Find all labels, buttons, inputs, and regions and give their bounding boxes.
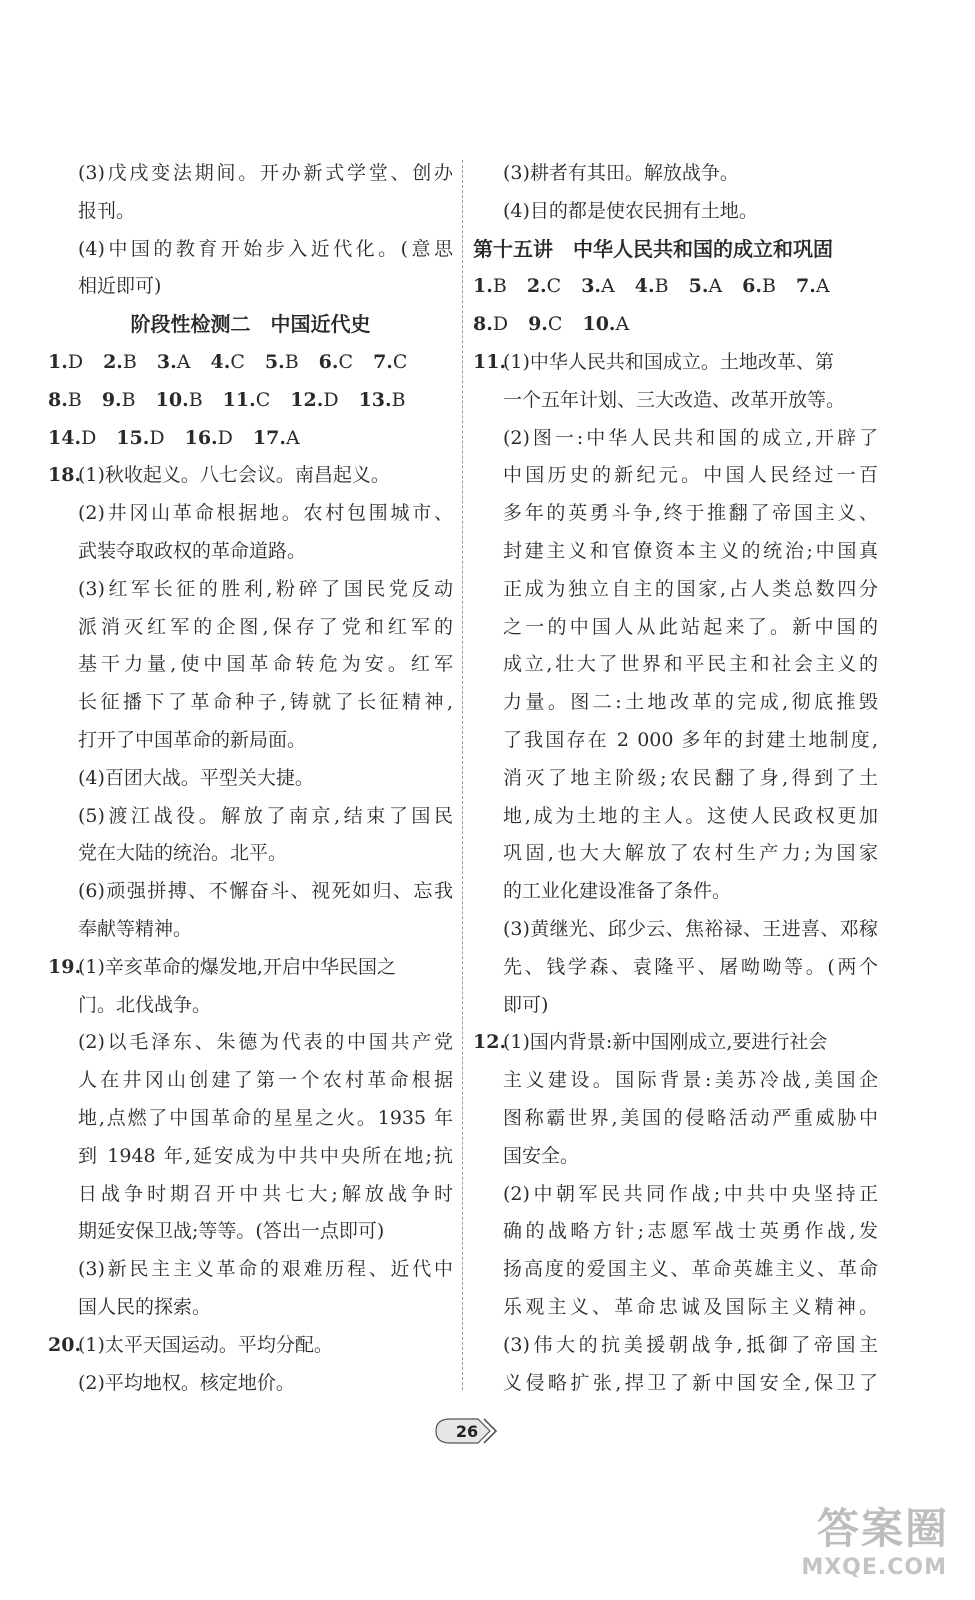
mc-question-number: 4. — [634, 275, 655, 298]
mc-answer — [635, 268, 669, 306]
right-column — [473, 155, 878, 1402]
mc-answer — [265, 344, 299, 382]
mc-choice: D — [81, 426, 97, 449]
text-line: 人在井冈山创建了第一个农村革命根据 — [78, 1069, 453, 1092]
text-line: 日战争时期召开中共七大;解放战争时 — [78, 1182, 453, 1205]
mc-answer — [116, 420, 164, 458]
question-number: 12. — [473, 1031, 507, 1054]
mc-answer — [527, 268, 561, 306]
mc-answer — [581, 268, 615, 306]
text-line: 成立,壮大了世界和平民主和社会主义的 — [503, 653, 878, 676]
mc-choice: A — [815, 275, 830, 298]
text-line: (3)黄继光、邱少云、焦裕禄、王进喜、邓稼 — [503, 917, 878, 940]
mc-question-number: 5. — [688, 275, 709, 298]
mc-answers-row — [473, 306, 878, 344]
text-line: (6)顽强拼搏、不懈奋斗、视死如归、忘我 — [78, 880, 453, 903]
mc-question-number: 1. — [473, 275, 493, 298]
mc-question-number: 9. — [101, 388, 122, 411]
question-number: 20. — [48, 1333, 82, 1356]
mc-answers-row — [48, 420, 453, 458]
mc-choice: B — [67, 388, 82, 411]
text-line: (3)红军长征的胜利,粉碎了国民党反动 — [78, 577, 453, 600]
text-line: 奉献等精神。 — [78, 917, 193, 940]
mc-question-number: 7. — [373, 350, 393, 373]
text-line: 扬高度的爱国主义、革命英雄主义、革命 — [503, 1258, 878, 1281]
page-number-badge — [434, 1416, 500, 1446]
text-line: 到 1948 年,延安成为中共中央所在地;抗 — [78, 1144, 453, 1167]
text-line: 封建主义和官僚资本主义的统治;中国真 — [503, 539, 878, 562]
text-line: 乐观主义、革命忠诚及国际主义精神。 — [503, 1295, 878, 1318]
column-divider — [462, 160, 463, 1390]
mc-choice: D — [323, 388, 339, 411]
mc-answer — [319, 344, 353, 382]
text-line: 图称霸世界,美国的侵略活动严重威胁中 — [503, 1106, 878, 1129]
mc-answer — [359, 382, 406, 420]
mc-choice: C — [338, 350, 354, 373]
text-line: 了我国存在 2 000 多年的封建土地制度, — [503, 728, 878, 751]
mc-answer — [210, 344, 244, 382]
mc-answer — [157, 344, 191, 382]
text-line: (3)耕者有其田。解放战争。 — [503, 162, 739, 184]
text-line: 力量。图二:土地改革的完成,彻底推毁 — [503, 691, 878, 714]
mc-answer — [796, 268, 830, 306]
text-line: 国安全。 — [503, 1144, 580, 1167]
mc-choice: C — [255, 388, 271, 411]
mc-answer — [582, 306, 629, 344]
mc-choice: C — [547, 313, 563, 336]
text-line: (1)国内背景:新中国刚成立,要进行社会 — [503, 1031, 828, 1054]
text-line: 确的战略方针;志愿军战士英勇作战,发 — [503, 1220, 878, 1243]
mc-answers-row — [48, 344, 453, 382]
mc-question-number: 10. — [582, 313, 616, 336]
mc-choice: C — [546, 275, 562, 298]
mc-question-number: 14. — [48, 426, 82, 449]
section-heading: 阶段性检测二 中国近代史 — [130, 312, 371, 337]
mc-question-number: 12. — [290, 388, 324, 411]
text-line: 之一的中国人从此站起来了。新中国的 — [503, 615, 878, 638]
mc-choice: B — [284, 350, 299, 373]
text-line: 先、钱学森、袁隆平、屠呦呦等。(两个 — [503, 955, 878, 978]
mc-answer — [373, 344, 407, 382]
mc-answer — [102, 382, 136, 420]
text-line: 一个五年计划、三大改造、改革开放等。 — [503, 388, 846, 411]
text-line: 地,点燃了中国革命的星星之火。1935 年 — [78, 1106, 453, 1129]
text-line: (2)以毛泽东、朱德为代表的中国共产党 — [78, 1031, 453, 1054]
text-line: (3)戊戌变法期间。开办新式学堂、创办 — [78, 162, 453, 184]
mc-choice: C — [230, 350, 245, 373]
mc-choice: C — [392, 350, 408, 373]
mc-answer — [253, 420, 300, 458]
mc-choice: B — [122, 350, 137, 373]
mc-answer — [48, 344, 83, 382]
text-line: 消灭了地主阶级;农民翻了身,得到了土 — [503, 766, 878, 789]
text-line: 多年的英勇斗争,终于推翻了帝国主义、 — [503, 502, 878, 525]
mc-question-number: 15. — [116, 426, 150, 449]
text-line: (3)伟大的抗美援朝战争,抵御了帝国主 — [503, 1333, 878, 1356]
mc-question-number: 1. — [48, 350, 68, 373]
mc-answer — [742, 268, 776, 306]
text-line: 主义建设。国际背景:美苏冷战,美国企 — [503, 1069, 878, 1092]
text-line: (4)中国的教育开始步入近代化。(意思 — [78, 237, 453, 260]
mc-choice: B — [391, 388, 406, 411]
mc-question-number: 16. — [184, 426, 218, 449]
text-line: (2)中朝军民共同作战;中共中央坚持正 — [503, 1182, 878, 1205]
mc-question-number: 17. — [252, 426, 286, 449]
text-line: (1)辛亥革命的爆发地,开启中华民国之 — [78, 955, 396, 978]
text-line: 报刊。 — [78, 199, 136, 222]
question-number: 11. — [473, 350, 507, 373]
mc-answer — [48, 382, 82, 420]
mc-choice: D — [217, 426, 233, 449]
mc-answers-row — [473, 268, 878, 306]
mc-choice: B — [492, 275, 507, 298]
mc-question-number: 9. — [528, 313, 548, 336]
text-line: (2)平均地权。核定地价。 — [78, 1371, 295, 1394]
text-line: 正成为独立自主的国家,占人类总数四分 — [503, 577, 878, 600]
text-line: 地,成为土地的主人。这使人民政权更加 — [503, 804, 878, 827]
mc-answer — [48, 420, 96, 458]
text-line: 派消灭红军的企图,保存了党和红军的 — [78, 615, 453, 638]
mc-choice: B — [188, 388, 203, 411]
text-line: 义侵略扩张,捍卫了新中国安全,保卫了 — [503, 1371, 878, 1394]
text-line: (4)目的都是使农民拥有土地。 — [503, 199, 758, 222]
text-line: 基干力量,使中国革命转危为安。红军 — [78, 653, 453, 676]
section-heading: 第十五讲 中华人民共和国的成立和巩固 — [473, 236, 833, 261]
mc-question-number: 13. — [358, 388, 392, 411]
text-line: 即可) — [503, 993, 549, 1016]
text-line: 门。北伐战争。 — [78, 993, 212, 1016]
text-line: (2)井冈山革命根据地。农村包围城市、 — [78, 502, 453, 525]
mc-answer — [156, 382, 203, 420]
text-line: 相近即可) — [78, 275, 162, 298]
mc-question-number: 2. — [103, 350, 123, 373]
mc-choice: D — [149, 426, 165, 449]
text-line: 期延安保卫战;等等。(答出一点即可) — [78, 1220, 385, 1243]
text-line: (2)图一:中华人民共和国的成立,开辟了 — [503, 426, 878, 449]
mc-choice: B — [654, 275, 669, 298]
mc-question-number: 11. — [222, 388, 256, 411]
mc-question-number: 10. — [155, 388, 189, 411]
mc-answers-row — [48, 382, 453, 420]
question-number: 18. — [48, 464, 82, 487]
mc-question-number: 4. — [210, 350, 231, 373]
text-line: (5)渡江战役。解放了南京,结束了国民 — [78, 804, 453, 827]
text-line: (4)百团大战。平型关大捷。 — [78, 766, 314, 789]
text-line: 长征播下了革命种子,铸就了长征精神, — [78, 691, 453, 714]
mc-answer — [473, 306, 508, 344]
mc-choice: A — [176, 350, 191, 373]
mc-answer — [689, 268, 723, 306]
mc-choice: A — [601, 275, 615, 298]
watermark-text: 答案圈 — [816, 1504, 949, 1553]
mc-answer — [473, 268, 507, 306]
mc-choice: B — [762, 275, 776, 298]
text-line: 国人民的探索。 — [78, 1295, 212, 1318]
mc-choice: A — [615, 313, 630, 336]
mc-choice: A — [708, 275, 723, 298]
mc-answer — [185, 420, 233, 458]
mc-question-number: 3. — [581, 275, 602, 298]
text-line: 巩固,也大大解放了农村生产力;为国家 — [503, 842, 878, 865]
mc-question-number: 2. — [526, 275, 547, 298]
text-line: 党在大陆的统治。北平。 — [78, 842, 288, 865]
mc-question-number: 7. — [795, 275, 816, 298]
mc-answer — [103, 344, 137, 382]
mc-choice: D — [67, 350, 84, 373]
text-line: 中国历史的新纪元。中国人民经过一百 — [503, 464, 878, 487]
mc-question-number: 8. — [473, 313, 493, 336]
text-line: (1)中华人民共和国成立。土地改革、第 — [503, 350, 834, 373]
mc-question-number: 3. — [156, 350, 177, 373]
mc-answer — [528, 306, 562, 344]
left-column — [48, 155, 453, 1402]
watermark-url: MXQE.COM — [801, 1555, 947, 1580]
mc-choice: D — [492, 313, 509, 336]
mc-choice: A — [285, 426, 300, 449]
mc-answer — [223, 382, 271, 420]
text-line: 的工业化建设准备了条件。 — [503, 880, 732, 903]
text-line: 武装夺取政权的革命道路。 — [78, 539, 307, 562]
mc-question-number: 6. — [742, 275, 763, 298]
watermark-logo — [755, 1492, 955, 1582]
mc-choice: B — [121, 388, 136, 411]
question-number: 19. — [48, 955, 82, 978]
mc-question-number: 6. — [318, 350, 339, 373]
text-line: (1)秋收起义。八七会议。南昌起义。 — [78, 464, 390, 487]
text-line: (3)新民主主义革命的艰难历程、近代中 — [78, 1258, 453, 1281]
page-number: 26 — [455, 1421, 479, 1441]
mc-question-number: 5. — [264, 350, 285, 373]
text-line: (1)太平天国运动。平均分配。 — [78, 1333, 333, 1356]
text-line: 打开了中国革命的新局面。 — [78, 728, 307, 751]
mc-question-number: 8. — [48, 388, 68, 411]
mc-answer — [290, 382, 338, 420]
